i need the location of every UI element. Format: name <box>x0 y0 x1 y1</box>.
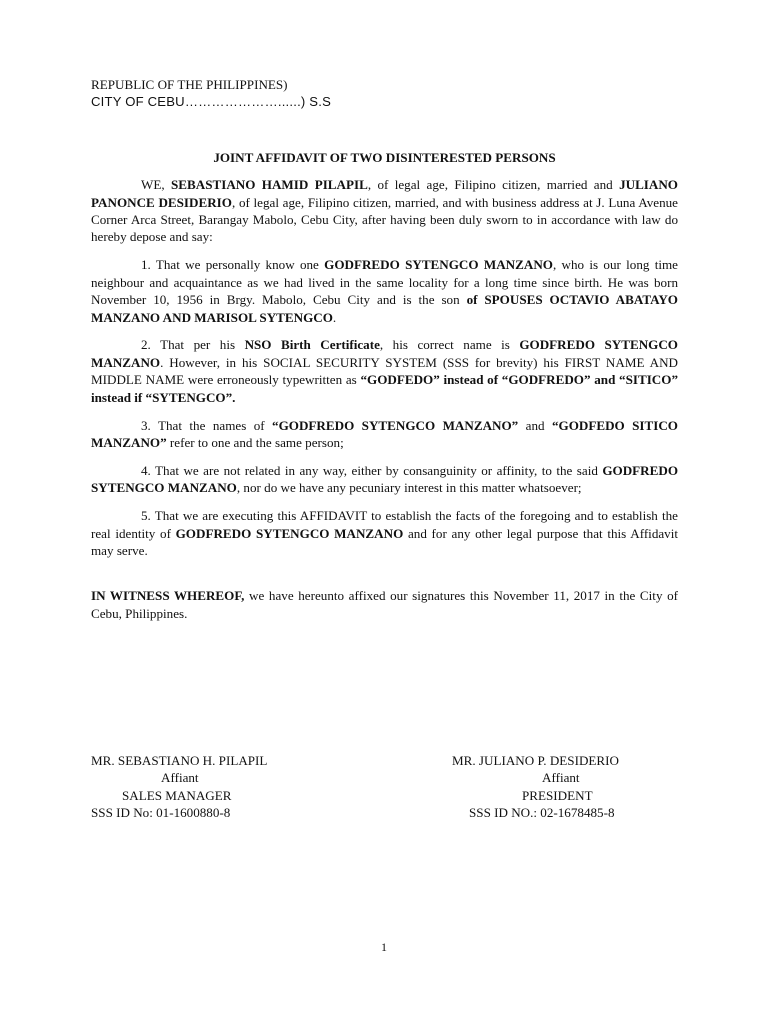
para2-text-2: , his correct name is <box>379 337 520 353</box>
signatory-sss: SSS ID NO.: 02-1678485-8 <box>469 805 615 821</box>
para3-text-1: 3. That the names of <box>141 417 273 433</box>
affiant1-fullname: SEBASTIANO HAMID PILAPIL <box>171 177 368 193</box>
correct-name: “GODFREDO SYTENGCO MANZANO” <box>272 417 519 433</box>
para4-text-1: 4. That we are not related in any way, either by consanguinity or affinity, to the said <box>141 462 603 478</box>
paragraph-3 <box>91 417 678 452</box>
para3-text-3: refer to one and the same person; <box>166 435 344 450</box>
affidavit-body <box>91 76 678 633</box>
signatory-role: Affiant <box>161 770 199 786</box>
caption-city: CITY OF CEBU…………………......) S.S <box>91 94 332 110</box>
signatory-name: MR. SEBASTIANO H. PILAPIL <box>91 753 268 768</box>
subject-name: GODFREDO SYTENGCO MANZANO <box>324 257 553 273</box>
intro-text-2: , of legal age, Filipino citizen, married and <box>367 177 620 193</box>
page-number: 1 <box>381 940 387 954</box>
intro-paragraph <box>91 176 678 246</box>
para5-text-1: 5. That we are executing this AFFIDAVIT to establish the facts of the foregoing and to establish the real identity of <box>91 508 678 541</box>
subject-name: GODFREDO SYTENGCO MANZANO <box>175 525 404 541</box>
caption <box>91 76 678 111</box>
signatory-name: MR. JULIANO P. DESIDERIO <box>452 753 619 768</box>
signatory-sss: SSS ID No: 01-1600880-8 <box>91 805 231 821</box>
para3-text-2: and <box>518 417 552 433</box>
witness-paragraph <box>91 587 678 622</box>
para1-text-2: , who is our long time neighbour and acquaintance as we had lived in the same locality for a long time since birth. He was born November 10, 1956 in Brgy. Mabolo, Cebu City and is the son <box>91 257 678 308</box>
signatory-1 <box>91 752 331 822</box>
parents-names: of SPOUSES OCTAVIO ABATAYO MANZANO AND MARISOL SYTENGCO <box>91 292 678 325</box>
paragraph-1 <box>91 256 678 326</box>
signatory-position: PRESIDENT <box>522 787 593 803</box>
para2-text-1: 2. That per his <box>141 337 245 353</box>
witness-text: we have hereunto affixed our signatures this November 11, 2017 in the City of Cebu, Philippines. <box>91 588 679 621</box>
paragraph-2 <box>91 336 678 406</box>
signatory-role: Affiant <box>542 770 580 786</box>
paragraph-5 <box>91 507 678 559</box>
signatory-2 <box>452 752 692 822</box>
para5-text-2: and for any other legal purpose that this Affidavit may serve. <box>91 525 678 559</box>
intro-text-3: , of legal age, Filipino citizen, married, and with business address at J. Luna Avenue Corner Arca Street, Barangay Mabolo, Cebu City, after having been duly sworn to in accordance with law do hereby depose and say: <box>91 194 678 245</box>
name-errors: “GODFEDO” instead of “GODFREDO” and “SITICO” instead if “SYTENGCO”. <box>91 372 678 405</box>
subject-name: GODFREDO SYTENGCO MANZANO <box>91 337 678 370</box>
paragraph-4 <box>91 462 678 497</box>
caption-republic: REPUBLIC OF THE PHILIPPINES) <box>91 77 288 92</box>
subject-name: GODFREDO SYTENGCO MANZANO <box>91 462 678 496</box>
para4-text-2: , nor do we have any pecuniary interest in this matter whatsoever; <box>236 480 582 496</box>
signatory-position: SALES MANAGER <box>122 787 232 803</box>
para1-text-1: 1. That we personally know one <box>141 257 325 273</box>
intro-text-1: WE, <box>141 177 171 193</box>
para1-text-3: . <box>332 309 337 325</box>
birth-certificate-ref: NSO Birth Certificate <box>244 337 380 353</box>
witness-heading: IN WITNESS WHEREOF, <box>91 588 245 604</box>
document-title: JOINT AFFIDAVIT OF TWO DISINTERESTED PERSONS <box>213 149 556 165</box>
affiant2-fullname: JULIANO PANONCE DESIDERIO <box>91 177 678 210</box>
erroneous-name: “GODFEDO SITICO MANZANO” <box>91 417 678 450</box>
para2-text-3: . However, in his SOCIAL SECURITY SYSTEM (SSS for brevity) his FIRST NAME AND MIDDLE NAME were erroneously typewritten as <box>91 354 678 388</box>
